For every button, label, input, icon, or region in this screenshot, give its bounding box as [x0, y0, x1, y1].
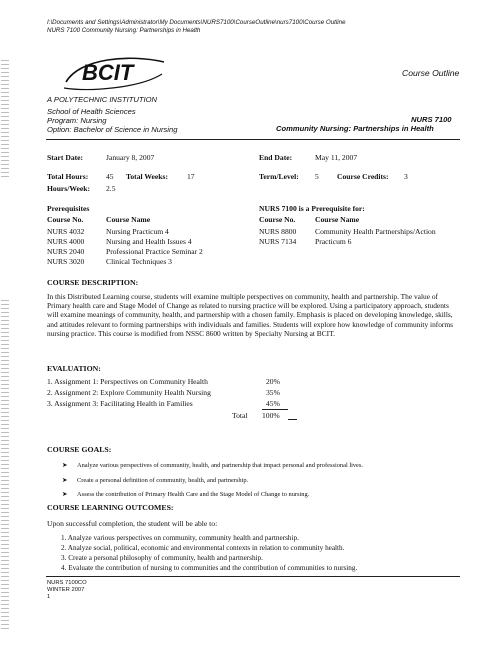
course-goals-heading: COURSE GOALS:: [47, 445, 112, 454]
arrow-bullet-icon: ➤: [62, 491, 68, 498]
prereq-course-name: Clinical Techniques 3: [106, 257, 172, 266]
prereq-course-no: NURS 2040: [47, 247, 85, 256]
evaluation-total-label: Total: [232, 411, 248, 420]
learning-outcomes-heading: COURSE LEARNING OUTCOMES:: [47, 503, 174, 512]
credits-value: 3: [404, 172, 408, 181]
program-name: Program: Nursing: [47, 116, 107, 125]
evaluation-total-underline: [288, 419, 297, 420]
arrow-bullet-icon: ➤: [62, 462, 68, 469]
goal-text: Assess the contribution of Primary Health Care and the Stage Model of Change to nursing.: [76, 491, 310, 498]
goal-item: [62, 490, 309, 498]
page-footer: [47, 580, 87, 601]
evaluation-item: 2. Assignment 2: Explore Community Health Nursing: [47, 388, 211, 397]
term-label: Term/Level:: [259, 172, 299, 181]
course-description-text: In this Distributed Learning course, students will examine multiple perspectives on community, health and partnership. The value of Primary health care and Stage Model of Change as related to nursing practice will be explored. Using a participatory approach, students will examine meanings of community, health, and partnership with a chosen family. Emphasis is placed on developing knowledge, skills, and attitudes relevant to forming partnerships with individuals and families. Students will explore how knowledge of community informs nursing practice. This course is modified from NSSC 8600 written by Specialty Nursing at BCIT.: [47, 292, 454, 338]
end-date-value: May 11, 2007: [315, 153, 358, 162]
prereq-for-col-no: Course No.: [259, 215, 296, 224]
course-code: NURS 7100: [411, 115, 452, 124]
goal-text: Create a personal definition of community, health, and partnership.: [76, 477, 249, 484]
evaluation-heading: EVALUATION:: [47, 364, 101, 373]
outcome-item: 4. Evaluate the contribution of nursing to communities and the contribution of communities to nursing.: [61, 564, 358, 572]
prereq-for-course-name: Community Health Partnerships/Action: [315, 227, 436, 236]
file-path-course-line: NURS 7100 Community Nursing: Partnerships in Health: [47, 27, 201, 34]
prereq-for-heading: NURS 7100 is a Prerequisite for:: [259, 204, 365, 213]
outcome-item: 3. Create a personal philosophy of community, health and partnership.: [61, 554, 263, 562]
prerequisites-heading: Prerequisites: [47, 204, 90, 213]
arrow-bullet-icon: ➤: [62, 477, 68, 484]
outcome-item: 2. Analyze social, political, economic and environmental contexts in relation to community health.: [61, 544, 345, 552]
doc-title: Course Outline: [402, 68, 460, 78]
footer-course-code: NURS 7100CO: [47, 580, 87, 586]
scan-edge-artifact: [1, 300, 9, 630]
total-hours-value: 45: [106, 172, 114, 181]
prereq-col-no: Course No.: [47, 215, 84, 224]
evaluation-sum-rule: [262, 409, 288, 410]
school-name: School of Health Sciences: [47, 107, 136, 116]
course-description-heading: COURSE DESCRIPTION:: [47, 278, 139, 287]
goal-text: Analyze various perspectives of community, health, and partnership that impact personal and professional lives.: [76, 462, 363, 469]
footer-divider: [46, 576, 460, 577]
hours-week-label: Hours/Week:: [47, 184, 91, 193]
prereq-for-course-no: NURS 8800: [259, 227, 297, 236]
prereq-for-course-name: Practicum 6: [315, 237, 352, 246]
course-name: Community Nursing: Partnerships in Health: [276, 124, 434, 133]
prereq-course-no: NURS 3020: [47, 257, 85, 266]
evaluation-item: 3. Assignment 3: Facilitating Health in Families: [47, 399, 193, 408]
term-value: 5: [315, 172, 319, 181]
goal-item: [62, 461, 363, 469]
prereq-col-name: Course Name: [106, 215, 151, 224]
prereq-course-name: Nursing and Health Issues 4: [106, 237, 192, 246]
footer-page-number: 1: [47, 594, 51, 600]
prereq-for-course-no: NURS 7134: [259, 237, 297, 246]
header-divider: [46, 139, 460, 140]
file-path-line: I:\Documents and Settings\Administrator\My Documents\NURS7100\CourseOutline\nurs7100\Course Outline: [47, 19, 346, 26]
scan-edge-artifact: [1, 60, 9, 180]
evaluation-weight: 45%: [266, 399, 280, 408]
evaluation-weight: 20%: [266, 377, 280, 386]
institution-tagline: A POLYTECHNIC INSTITUTION: [47, 95, 157, 104]
logo-wordmark: BCIT: [82, 60, 134, 85]
total-weeks-value: 17: [187, 172, 195, 181]
evaluation-item: 1. Assignment 1: Perspectives on Community Health: [47, 377, 208, 386]
bcit-logo: [60, 52, 168, 94]
total-weeks-label: Total Weeks:: [126, 172, 168, 181]
total-hours-label: Total Hours:: [47, 172, 89, 181]
file-path-header: [47, 19, 346, 35]
learning-outcomes-intro: Upon successful completion, the student will be able to:: [47, 519, 218, 528]
prereq-course-no: NURS 4000: [47, 237, 85, 246]
prereq-for-col-name: Course Name: [315, 215, 360, 224]
outcome-item: 1. Analyze various perspectives on community, community health and partnership.: [61, 534, 299, 542]
end-date-label: End Date:: [259, 153, 293, 162]
credits-label: Course Credits:: [337, 172, 389, 181]
prereq-course-no: NURS 4032: [47, 227, 85, 236]
goal-item: [62, 476, 248, 484]
evaluation-total-value: 100%: [262, 411, 280, 420]
footer-term: WINTER 2007: [47, 587, 85, 593]
hours-week-value: 2.5: [106, 184, 116, 193]
evaluation-weight: 35%: [266, 388, 280, 397]
prereq-course-name: Nursing Practicum 4: [106, 227, 169, 236]
prereq-course-name: Professional Practice Seminar 2: [106, 247, 203, 256]
start-date-value: January 8, 2007: [106, 153, 155, 162]
option-name: Option: Bachelor of Science in Nursing: [47, 125, 178, 134]
start-date-label: Start Date:: [47, 153, 84, 162]
